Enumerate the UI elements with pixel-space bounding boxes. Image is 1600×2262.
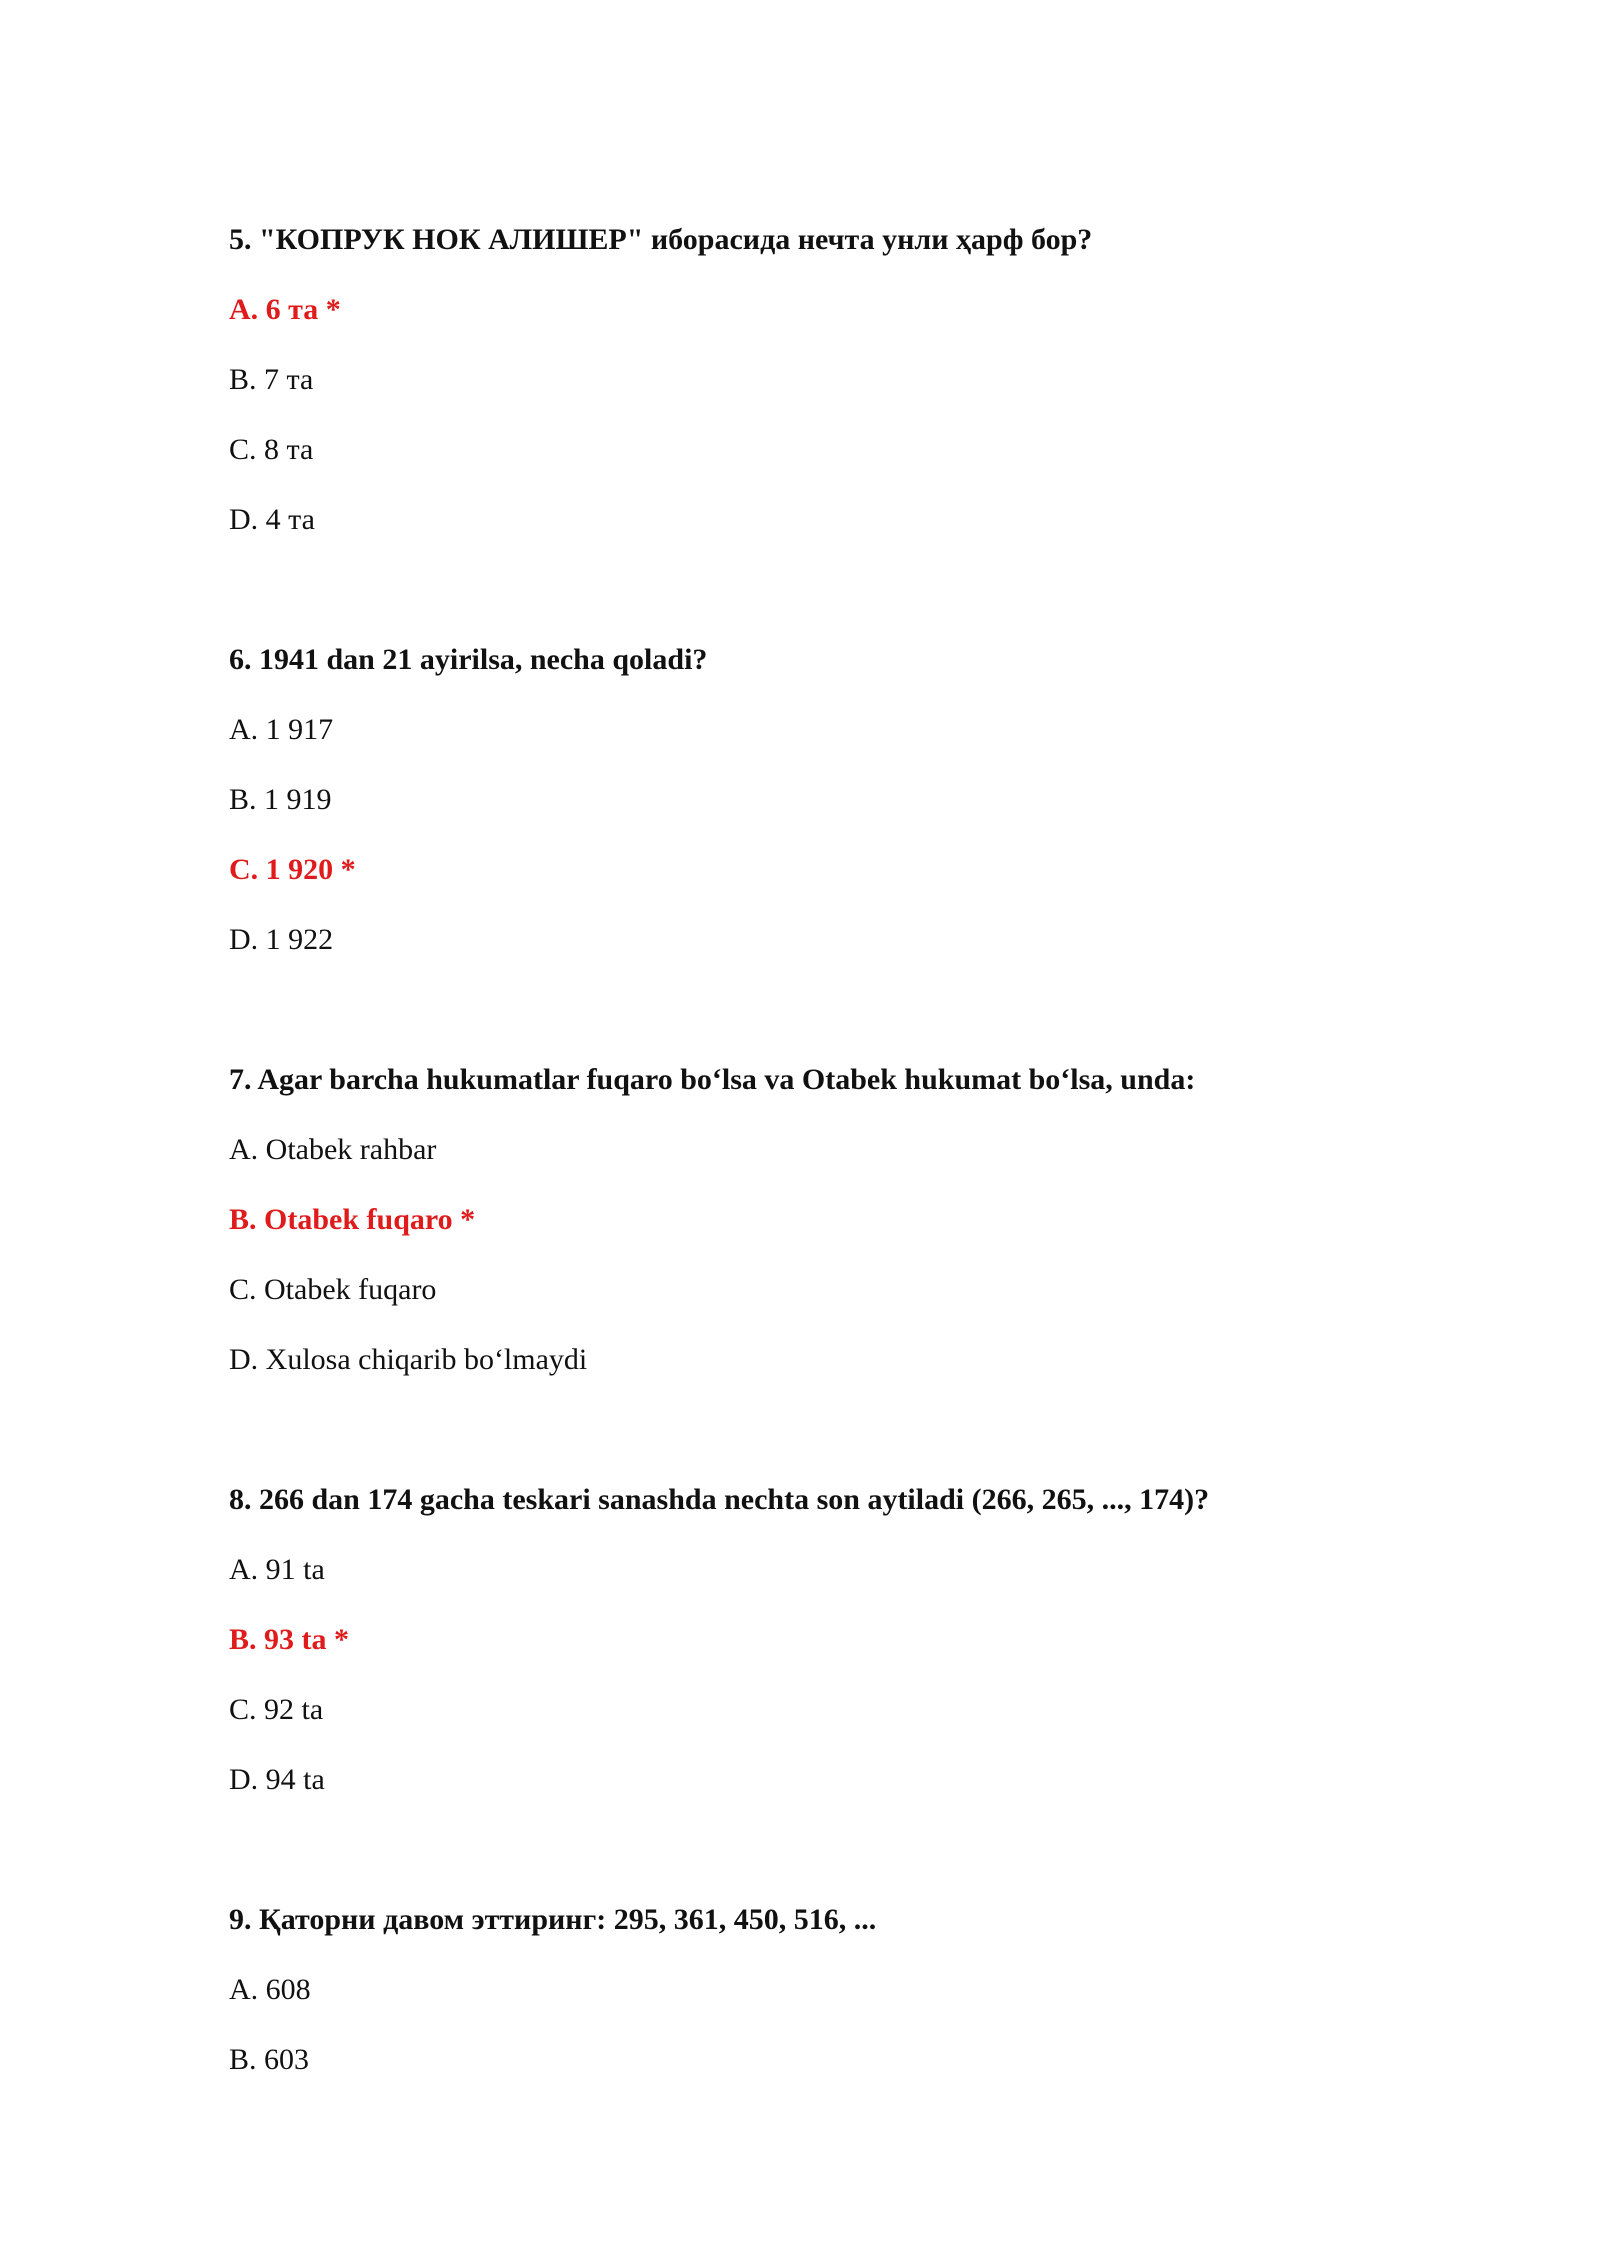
answer-option-correct: B. 93 ta *: [229, 1623, 349, 1656]
answer-option: B. 603: [229, 2043, 310, 2076]
answer-option: C. Otabek fuqaro: [229, 1273, 437, 1306]
answer-option: C. 92 ta: [229, 1693, 324, 1726]
question-text: 5. "КОПРУК НОК АЛИШЕР" иборасида нечта унли ҳарф бор?: [229, 223, 1093, 256]
answer-option-correct: C. 1 920 *: [229, 853, 356, 886]
question-text: 6. 1941 dan 21 ayirilsa, necha qoladi?: [229, 643, 708, 676]
answer-option: C. 8 та: [229, 433, 314, 466]
question-text: 9. Қаторни давом эттиринг: 295, 361, 450, 516, ...: [229, 1903, 877, 1936]
answer-option: B. 1 919: [229, 783, 332, 816]
answer-option-correct: B. Otabek fuqaro *: [229, 1203, 476, 1236]
question-9: [229, 1902, 1529, 2078]
answer-option: A. Otabek rahbar: [229, 1133, 437, 1166]
question-5: [229, 222, 1529, 538]
answer-option: D. 1 922: [229, 923, 334, 956]
answer-option: A. 608: [229, 1973, 311, 2006]
answer-option-correct: A. 6 та *: [229, 293, 341, 326]
answer-option: A. 91 ta: [229, 1553, 325, 1586]
answer-option: D. Xulosa chiqarib bo‘lmaydi: [229, 1343, 588, 1376]
question-6: [229, 642, 1529, 958]
question-8: [229, 1482, 1529, 1798]
answer-option: D. 4 та: [229, 503, 315, 536]
answer-option: B. 7 та: [229, 363, 314, 396]
answer-option: D. 94 ta: [229, 1763, 325, 1796]
question-7: [229, 1062, 1529, 1378]
question-text: 8. 266 dan 174 gacha teskari sanashda nechta son aytiladi (266, 265, ..., 174)?: [229, 1483, 1210, 1516]
question-text: 7. Agar barcha hukumatlar fuqaro bo‘lsa va Otabek hukumat bo‘lsa, unda:: [229, 1063, 1196, 1096]
answer-option: A. 1 917: [229, 713, 334, 746]
